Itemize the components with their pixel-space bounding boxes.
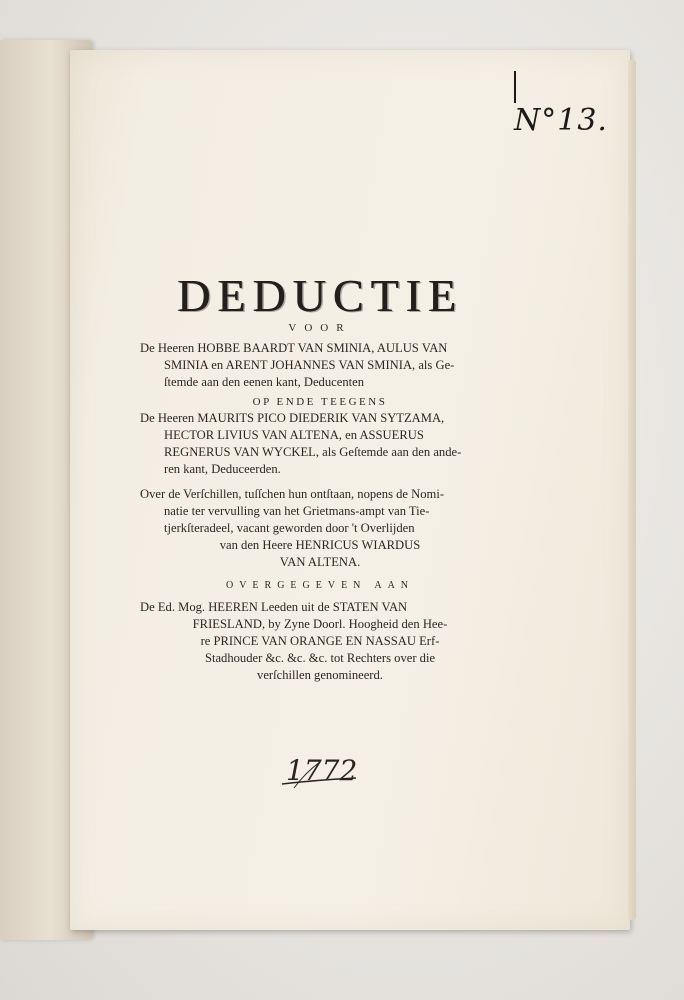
shelfmark-bracket: [514, 71, 524, 103]
title-page-content: [140, 272, 500, 684]
handwritten-shelfmark: [514, 68, 614, 138]
parties-b-line: ren kant, Deduceerden.: [164, 462, 281, 476]
subject: [140, 486, 500, 571]
parties-b-line: REGNERUS VAN WYCKEL, als Geſtemde aan den ande-: [164, 445, 462, 459]
overgegeven-label: OVERGEGEVEN AAN: [225, 580, 415, 591]
recipients: [140, 599, 500, 684]
handwritten-year: [276, 750, 366, 798]
conjunction-label: OP ENDE TEEGENS: [252, 396, 388, 408]
document-page: [70, 50, 630, 930]
parties-b-line: De Heeren MAURITS PICO DIEDERIK VAN SYTZAMA,: [140, 411, 445, 425]
recipients-line: Stadhouder &c. &c. &c. tot Rechters over die: [204, 651, 436, 665]
page-edge: [628, 60, 636, 920]
parties-a-line: ſtemde aan den eenen kant, Deducenten: [164, 375, 365, 389]
parties-b: [140, 410, 500, 478]
parties-a-line: SMINIA en ARENT JOHANNES VAN SMINIA, als Ge-: [164, 358, 455, 372]
subject-line: tjerkſteradeel, vacant geworden door 't Overlijden: [164, 521, 415, 535]
handwritten-year-text: 1772: [286, 754, 358, 787]
page-title: DEDUCTIE: [177, 270, 463, 321]
parties-a: [140, 340, 500, 391]
subject-line: natie ter vervulling van het Grietmans-ampt van Tie-: [164, 504, 430, 518]
parties-b-line: HECTOR LIVIUS VAN ALTENA, en ASSUERUS: [164, 428, 424, 442]
parties-a-line: De Heeren HOBBE BAARDT VAN SMINIA, AULUS VAN: [140, 341, 448, 355]
subject-line: VAN ALTENA.: [279, 555, 361, 569]
subject-line: van den Heere HENRICUS WIARDUS: [219, 538, 421, 552]
recipients-line: FRIESLAND, by Zyne Doorl. Hoogheid den Hee-: [192, 617, 448, 631]
recipients-line: re PRINCE VAN ORANGE EN NASSAU Erf-: [200, 634, 440, 648]
voor-label: VOOR: [288, 322, 352, 334]
shelfmark-text: N°13.: [514, 103, 608, 138]
subject-line: Over de Verſchillen, tuſſchen hun ontſtaan, nopens de Nomi-: [140, 487, 445, 501]
recipients-line: De Ed. Mog. HEEREN Leeden uit de STATEN VAN: [140, 600, 408, 614]
recipients-line: verſchillen genomineerd.: [257, 668, 383, 682]
